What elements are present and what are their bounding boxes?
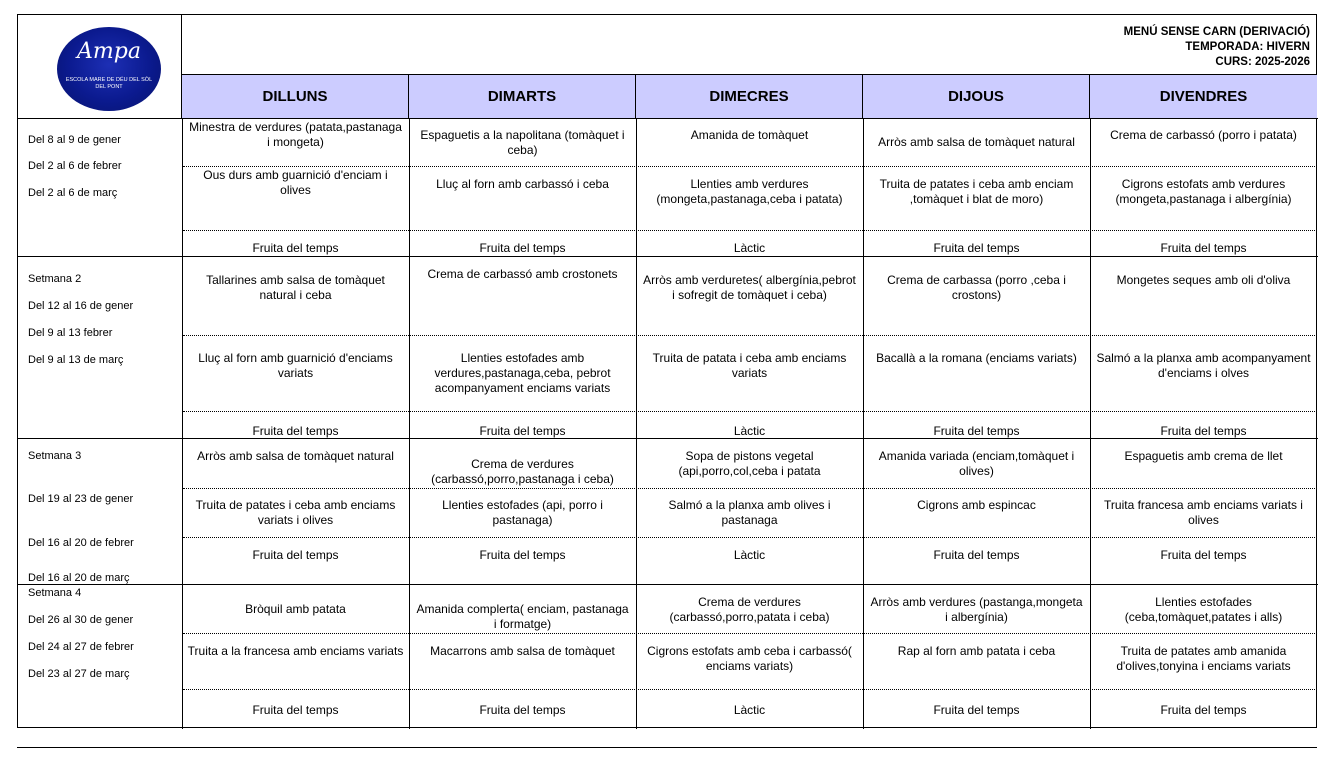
dessert-cell: Fruita del temps [252, 424, 339, 438]
dish-cell: Cigrons estofats amb verdures (mongeta,pastanaga i albergínia) [1115, 177, 1292, 206]
row-separator [183, 166, 1317, 167]
week-label: Del 24 al 27 de febrer [28, 641, 134, 653]
dessert-cell: Fruita del temps [479, 548, 566, 562]
row-separator [183, 335, 1317, 336]
dessert-cell: Fruita del temps [252, 703, 339, 717]
dish-cell: Crema de carbassó (porro i patata) [1110, 128, 1297, 142]
dish-cell: Truita de patates amb amanida d'olives,tonyina i enciams variats [1116, 644, 1291, 673]
dish-cell: Cigrons amb espincac [917, 498, 1036, 512]
week-label: Del 2 al 6 de febrer [28, 160, 122, 172]
row-separator [183, 230, 1317, 231]
dessert-cell: Làctic [733, 548, 766, 562]
dish-cell: Espaguetis a la napolitana (tomàquet i ceba) [420, 128, 625, 157]
dessert-cell: Fruita del temps [479, 424, 566, 438]
dessert-cell: Fruita del temps [933, 548, 1020, 562]
week-label: Del 23 al 27 de març [28, 668, 130, 680]
dish-cell: Macarrons amb salsa de tomàquet [430, 644, 615, 658]
day-header-monday: DILLUNS [182, 74, 409, 118]
day-header-wednesday: DIMECRES [636, 74, 863, 118]
dish-cell: Amanida variada (enciam,tomàquet i olives) [878, 449, 1075, 478]
dish-cell: Mongetes seques amb oli d'oliva [1116, 273, 1291, 287]
dessert-cell: Fruita del temps [1160, 548, 1247, 562]
row-separator [183, 411, 1317, 412]
day-header-tuesday: DIMARTS [409, 74, 636, 118]
week-label: Setmana 2 [28, 273, 82, 285]
dessert-cell: Làctic [733, 424, 766, 438]
week-label: Del 16 al 20 de març [28, 572, 130, 584]
dish-cell: Crema de carbassó amb crostonets [427, 267, 618, 281]
week-label: Setmana 3 [28, 450, 82, 462]
dish-cell: Llenties amb verdures (mongeta,pastanaga,ceba i patata) [656, 177, 843, 206]
week-label: Del 9 al 13 de març [28, 354, 124, 366]
menu-table [17, 14, 1317, 728]
dish-cell: Truita de patata i ceba amb enciams variats [652, 351, 847, 380]
dish-cell: Crema de verdures (carbassó,porro,pastanaga i ceba) [431, 457, 614, 486]
week-rule [18, 584, 1318, 585]
dish-cell: Sopa de pistons vegetal (api,porro,col,ceba i patata [678, 449, 821, 478]
week-rule [18, 256, 1318, 257]
week-label: Del 16 al 20 de febrer [28, 537, 134, 549]
season-label: TEMPORADA: HIVERN [1185, 41, 1310, 53]
row-separator [183, 633, 1317, 634]
day-header-thursday: DIJOUS [863, 74, 1090, 118]
dish-cell: Amanida complerta( enciam, pastanaga i formatge) [416, 602, 629, 631]
logo-script: Ampa [77, 39, 141, 64]
week-label: Del 26 al 30 de gener [28, 614, 134, 626]
dish-cell: Llenties estofades (ceba,tomàquet,patates i alls) [1124, 595, 1283, 624]
dish-cell: Truita a la francesa amb enciams variats [187, 644, 404, 658]
dessert-cell: Fruita del temps [252, 241, 339, 255]
week-label: Del 9 al 13 febrer [28, 327, 113, 339]
dessert-cell: Fruita del temps [933, 424, 1020, 438]
ampa-logo [57, 27, 161, 111]
dish-cell: Arròs amb salsa de tomàquet natural [197, 449, 394, 463]
dessert-cell: Fruita del temps [252, 548, 339, 562]
dish-cell: Truita de patates i ceba amb enciams variats i olives [195, 498, 396, 527]
week-label: Del 12 al 16 de gener [28, 300, 134, 312]
week-rule [18, 438, 1318, 439]
dish-cell: Cigrons estofats amb ceba i carbassó( enciams variats) [647, 644, 852, 673]
dish-cell: Arròs amb verduretes( albergínia,pebrot i sofregit de tomàquet i ceba) [643, 273, 856, 302]
page-footer-rule [17, 747, 1317, 748]
dish-cell: Amanida de tomàquet [690, 128, 809, 142]
week-label: Setmana 4 [28, 587, 82, 599]
title-block [1124, 25, 1310, 70]
dessert-cell: Fruita del temps [933, 241, 1020, 255]
week-label: Del 19 al 23 de gener [28, 493, 134, 505]
dish-cell: Bròquil amb patata [245, 602, 346, 616]
dish-cell: Bacallà a la romana (enciams variats) [876, 351, 1077, 365]
dish-cell: Lluç al forn amb carbassó i ceba [436, 177, 609, 191]
dish-cell: Llenties estofades (api, porro i pastanaga) [442, 498, 603, 527]
dish-cell: Salmó a la planxa amb olives i pastanaga [668, 498, 831, 527]
dish-cell: Truita francesa amb enciams variats i olives [1104, 498, 1303, 527]
week-label: Del 8 al 9 de gener [28, 134, 121, 146]
dish-cell: Truita de patates i ceba amb enciam ,tomàquet i blat de moro) [879, 177, 1074, 206]
dessert-cell: Fruita del temps [1160, 424, 1247, 438]
dessert-cell: Fruita del temps [1160, 703, 1247, 717]
dish-cell: Arròs amb verdures (pastanga,mongeta i albergínia) [870, 595, 1083, 624]
dish-cell: Ous durs amb guarnició d'enciam i olives [203, 168, 388, 197]
dish-cell: Lluç al forn amb guarnició d'enciams variats [198, 351, 393, 380]
dessert-cell: Fruita del temps [933, 703, 1020, 717]
dessert-cell: Fruita del temps [479, 241, 566, 255]
logo-caption: ESCOLA MARE DE DÉU DEL SÒL DEL PONT [65, 77, 153, 90]
logo-cell [18, 15, 182, 119]
day-header-friday: DIVENDRES [1090, 74, 1317, 118]
menu-title: MENÚ SENSE CARN (DERIVACIÓ) [1123, 26, 1310, 38]
dessert-cell: Fruita del temps [1160, 241, 1247, 255]
dish-cell: Crema de carbassa (porro ,ceba i crostons) [887, 273, 1066, 302]
dessert-cell: Làctic [733, 241, 766, 255]
course-label: CURS: 2025-2026 [1215, 56, 1310, 68]
row-separator [183, 537, 1317, 538]
dish-cell: Arròs amb salsa de tomàquet natural [878, 135, 1075, 149]
dish-cell: Crema de verdures (carbassó,porro,patata i ceba) [669, 595, 830, 624]
dish-cell: Rap al forn amb patata i ceba [897, 644, 1056, 658]
week-label: Del 2 al 6 de març [28, 187, 118, 199]
dish-cell: Espaguetis amb crema de llet [1124, 449, 1283, 463]
dish-cell: Llenties estofades amb verdures,pastanaga,ceba, pebrot acompanyament enciams variats [434, 351, 611, 395]
dessert-cell: Fruita del temps [479, 703, 566, 717]
dish-cell: Salmó a la planxa amb acompanyament d'enciams i olves [1096, 351, 1311, 380]
header-rule [18, 118, 1318, 119]
dessert-cell: Làctic [733, 703, 766, 717]
row-separator [183, 689, 1317, 690]
dish-cell: Tallarines amb salsa de tomàquet natural i ceba [206, 273, 385, 302]
dish-cell: Minestra de verdures (patata,pastanaga i mongeta) [189, 120, 402, 149]
row-separator [183, 488, 1317, 489]
